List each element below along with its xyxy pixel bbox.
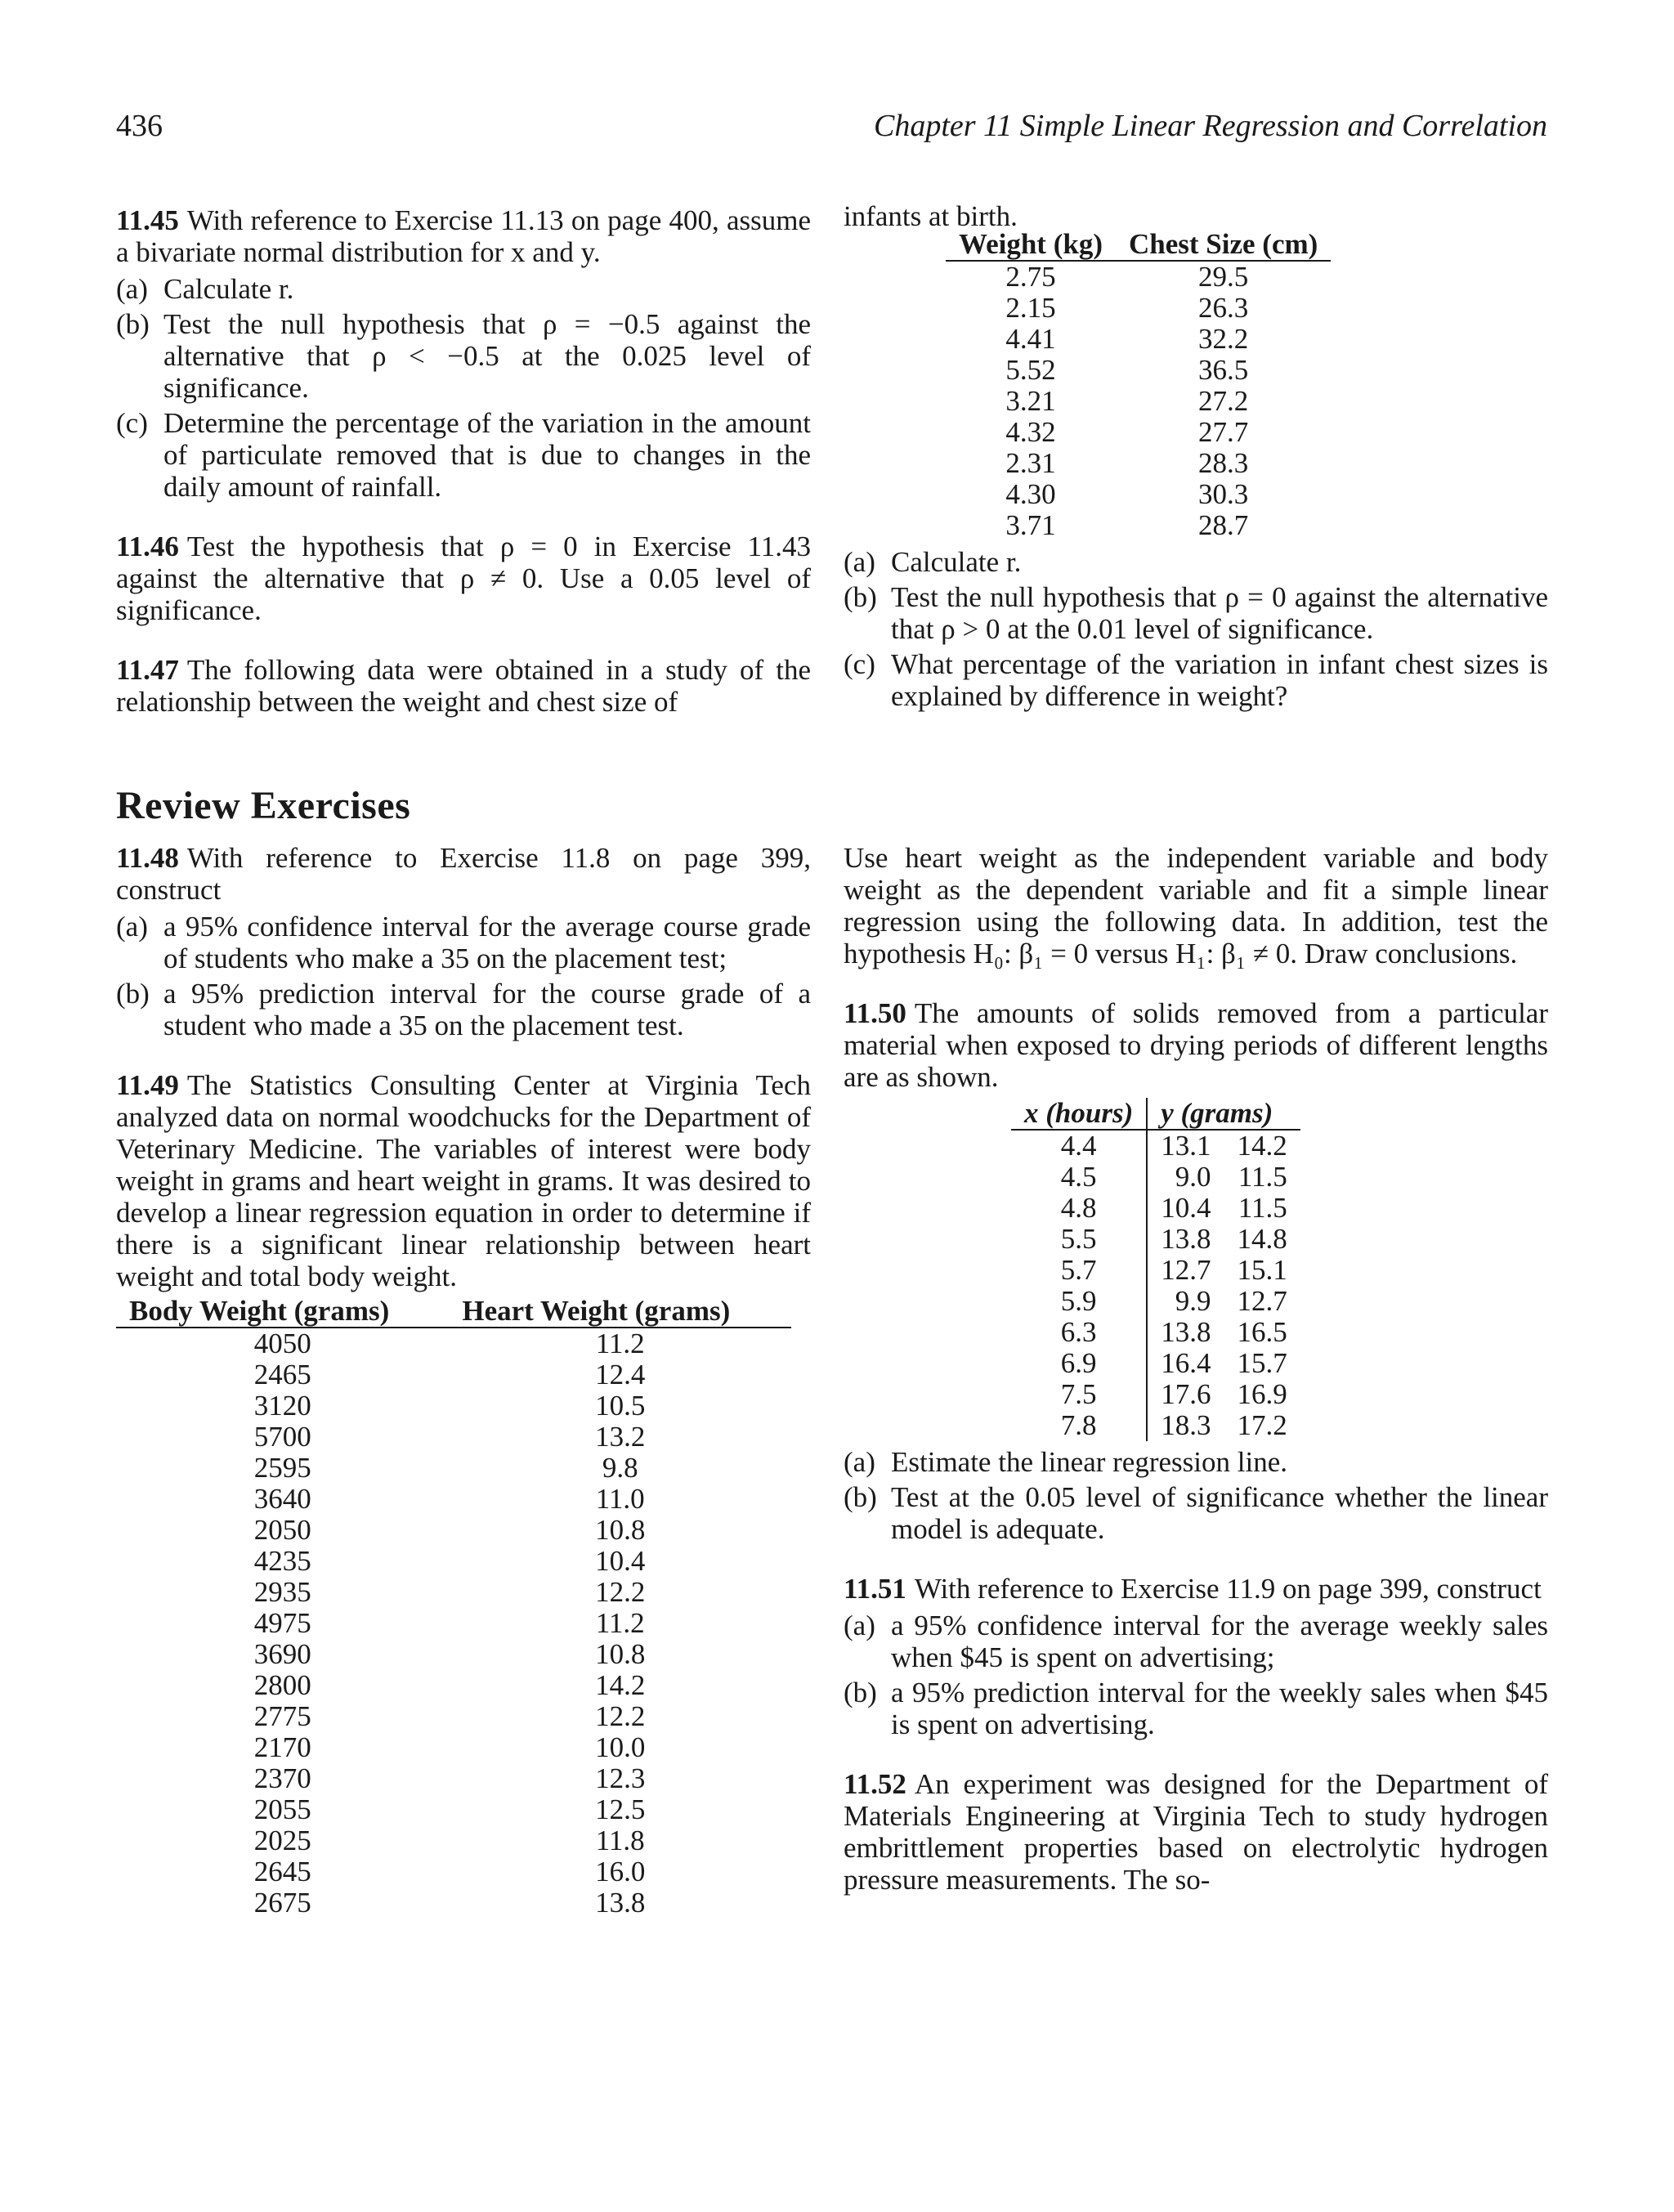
part-text: a 95% prediction interval for the weekly sales when $45 is spent on advertising. [891,1677,1548,1740]
page-number: 436 [116,109,163,143]
exercise-11-45 [116,204,811,503]
table-cell: 4.5 [1060,1161,1097,1193]
table-row [116,1887,791,1919]
part-text: a 95% confidence interval for the average course grade of students who make a 35 on the placement test; [163,911,811,974]
exercise-number: 11.48 [116,842,179,874]
exercise-11-46 [116,531,811,626]
table-row [116,1763,791,1794]
table-row [116,1546,791,1577]
table-row [1011,1317,1300,1348]
table-cell: 4975 [253,1607,311,1639]
table-cell: 13.2 [595,1421,646,1453]
table-cell: 11.2 [595,1328,645,1359]
table-header: Heart Weight (grams) [449,1296,791,1328]
table-cell: 10.8 [595,1638,646,1670]
table-row [946,417,1331,448]
table-cell: 2.31 [1005,447,1056,479]
table-row [1011,1410,1300,1441]
table-cell: 12.5 [595,1793,646,1825]
part-label: (a) [844,1446,875,1478]
exercise-text: The following data were obtained in a study of the relationship between the weight and chest size of [116,654,811,718]
part-text: Test the null hypothesis that ρ = 0 against the alternative that ρ > 0 at the 0.01 level of significance. [891,581,1548,645]
table-row [1011,1193,1300,1224]
exercise-text: The amounts of solids removed from a particular material when exposed to drying periods of different lengths are as shown. [844,997,1548,1093]
table-cell: 13.8 [1147,1317,1224,1348]
table-header: y (grams) [1147,1098,1300,1130]
table-cell: 9.9 [1147,1286,1224,1317]
table-cell: 16.9 [1237,1378,1287,1410]
table-cell: 10.4 [595,1545,646,1577]
table-cell: 4.8 [1060,1192,1097,1224]
table-cell: 2675 [253,1887,311,1919]
table-cell: 5.7 [1060,1254,1097,1286]
exercise-number: 11.50 [844,997,906,1029]
part-label: (a) [116,911,148,943]
exercise-11-47 [116,654,811,718]
table-cell: 2170 [253,1731,311,1763]
exercise-parts [844,546,1548,712]
exercise-part [844,1481,1548,1545]
table-cell: 4.4 [1060,1130,1097,1162]
table-cell: 13.8 [595,1887,646,1919]
part-text: Test the null hypothesis that ρ = −0.5 against the alternative that ρ < −0.5 at the 0.025 level of significance. [163,308,811,404]
part-text: a 95% confidence interval for the average weekly sales when $45 is spent on advertising; [891,1610,1548,1673]
table-cell: 4.30 [1005,478,1056,510]
table-cell: 12.3 [595,1762,646,1794]
exercise-part [844,581,1548,645]
part-label: (c) [116,407,148,439]
right-column-bottom [844,842,1548,1896]
table-row [946,448,1331,479]
part-text: Test at the 0.05 level of significance whether the linear model is adequate. [891,1481,1548,1545]
exercise-number: 11.47 [116,654,179,686]
table-row [1011,1348,1300,1379]
table-cell: 2.75 [1005,261,1056,293]
table-cell: 3.71 [1005,509,1056,541]
table-cell: 17.6 [1147,1379,1224,1410]
table-row [946,479,1331,510]
exercise-part [116,407,811,503]
table-cell: 2935 [253,1576,311,1608]
part-label: (b) [116,308,150,340]
table-cell: 3640 [253,1483,311,1515]
table-cell: 16.4 [1147,1348,1224,1379]
table-cell: 11.5 [1238,1161,1287,1193]
exercise-number: 11.49 [116,1069,179,1101]
table-cell: 12.2 [595,1576,646,1608]
table-cell: 29.5 [1198,261,1249,293]
table-cell: 12.4 [595,1359,646,1390]
table-row [1011,1286,1300,1317]
table-cell: 11.2 [595,1607,645,1639]
table-cell: 11.0 [595,1483,645,1515]
table-row [946,261,1331,293]
table-header: Weight (kg) [946,229,1116,261]
part-text: Estimate the linear regression line. [891,1446,1287,1478]
table-cell: 2775 [253,1700,311,1732]
table-cell: 6.9 [1060,1347,1097,1379]
table-cell: 4235 [253,1545,311,1577]
table-cell: 10.0 [595,1731,646,1763]
table-cell: 14.2 [595,1669,646,1701]
table-cell: 9.8 [602,1452,638,1484]
woodchuck-weight-table [116,1296,791,1919]
table-cell: 11.5 [1238,1192,1287,1224]
exercise-part [116,978,811,1041]
table-cell: 2645 [253,1856,311,1887]
continuation-text: infants at birth. [844,200,1018,232]
exercise-part [116,273,811,305]
table-row [1011,1255,1300,1286]
table-row [1011,1379,1300,1410]
part-label: (b) [844,581,877,613]
exercise-11-48 [116,842,811,1041]
exercise-part [844,648,1548,712]
table-cell: 2050 [253,1514,311,1546]
table-cell: 18.3 [1147,1410,1224,1441]
table-row [1011,1162,1300,1193]
table-row [116,1484,791,1515]
table-cell: 6.3 [1060,1316,1097,1348]
exercise-text: With reference to Exercise 11.9 on page 399, construct [914,1573,1542,1605]
table-cell: 4.32 [1005,416,1056,448]
exercise-text: With reference to Exercise 11.13 on page 400, assume a bivariate normal distribution for x and y. [116,204,811,268]
table-cell: 26.3 [1198,292,1249,324]
exercise-parts [844,1610,1548,1740]
table-row [116,1577,791,1608]
table-row [116,1670,791,1701]
table-cell: 12.2 [595,1700,646,1732]
table-cell: 36.5 [1198,354,1249,386]
part-text: Calculate r. [163,273,294,305]
table-row [946,355,1331,386]
table-cell: 14.8 [1237,1223,1287,1255]
table-row [946,324,1331,355]
table-cell: 16.5 [1237,1316,1287,1348]
table-row [1011,1130,1300,1162]
table-row [116,1515,791,1546]
table-row [116,1732,791,1763]
exercise-11-51 [844,1573,1548,1740]
part-label: (c) [844,648,875,680]
running-head: Chapter 11 Simple Linear Regression and Correlation [873,109,1547,143]
left-column-top [116,204,811,718]
table-cell: 7.8 [1060,1409,1097,1441]
table-row [116,1390,791,1422]
part-label: (a) [844,1610,875,1641]
exercise-parts [116,911,811,1041]
table-cell: 30.3 [1198,478,1249,510]
table-row [1011,1224,1300,1255]
table-cell: 2595 [253,1452,311,1484]
table-row [116,1359,791,1390]
table-cell: 28.3 [1198,447,1249,479]
exercise-part [116,911,811,974]
part-label: (a) [116,273,148,305]
table-row [116,1608,791,1639]
exercise-11-49 [116,1069,811,1919]
table-cell: 5.52 [1005,354,1056,386]
table-cell: 10.4 [1147,1193,1224,1224]
part-label: (b) [844,1677,877,1708]
table-cell: 27.7 [1198,416,1249,448]
page-header [116,108,1547,150]
table-cell: 10.8 [595,1514,646,1546]
table-cell: 3120 [253,1390,311,1422]
table-cell: 4.41 [1005,323,1056,355]
section-title: Review Exercises [116,784,411,827]
table-cell: 5700 [253,1421,311,1453]
table-cell: 12.7 [1147,1255,1224,1286]
table-row [116,1701,791,1732]
exercise-part [844,546,1548,578]
table-cell: 15.7 [1237,1347,1287,1379]
part-text: What percentage of the variation in infant chest sizes is explained by difference in weight? [891,648,1548,712]
table-row [116,1453,791,1484]
table-cell: 7.5 [1060,1378,1097,1410]
exercise-text: Test the hypothesis that ρ = 0 in Exercise 11.43 against the alternative that ρ ≠ 0. Use a 0.05 level of significance. [116,531,811,626]
table-cell: 13.8 [1147,1224,1224,1255]
table-cell: 2025 [253,1825,311,1856]
table-cell: 2800 [253,1669,311,1701]
exercise-parts [844,1446,1548,1545]
table-cell: 4050 [253,1328,311,1359]
part-text: a 95% prediction interval for the course grade of a student who made a 35 on the placement test. [163,978,811,1041]
table-row [116,1825,791,1856]
table-cell: 2055 [253,1793,311,1825]
table-row [116,1856,791,1887]
exercise-number: 11.46 [116,531,179,562]
table-row [116,1422,791,1453]
table-cell: 9.0 [1147,1162,1224,1193]
table-cell: 14.2 [1237,1130,1287,1162]
table-cell: 5.5 [1060,1223,1097,1255]
exercise-part [844,1446,1548,1478]
table-cell: 32.2 [1198,323,1249,355]
part-label: (b) [116,978,150,1010]
exercise-text: The Statistics Consulting Center at Virginia Tech analyzed data on normal woodchucks for the Department of Veterinary Medicine. The variables of interest were body weight in grams and heart weight in grams. It was desired to develop a linear regression equation in order to determine if there is a significant linear relationship between heart weight and total body weight. [116,1069,811,1292]
exercise-11-50 [844,997,1548,1545]
continuation-text: Use heart weight as the independent variable and body weight as the dependent variable and fit a simple linear regression using the following data. In addition, test the hypothesis H₀: β₁ = 0 versus H₁: β₁ ≠ 0. Draw conclusions. [844,842,1548,969]
left-column-bottom [116,842,811,1919]
exercise-part [844,1610,1548,1673]
exercise-parts [116,273,811,503]
part-text: Calculate r. [891,546,1022,578]
exercise-part [844,1677,1548,1740]
exercise-part [116,308,811,404]
exercise-11-52 [844,1768,1548,1896]
table-row [116,1328,791,1359]
table-row [116,1794,791,1825]
exercise-text: An experiment was designed for the Department of Materials Engineering at Virginia Tech to study hydrogen embrittlement properties based on electrolytic hydrogen pressure measurements. The so- [844,1768,1548,1896]
table-row [946,510,1331,541]
table-cell: 10.5 [595,1390,646,1422]
table-cell: 2465 [253,1359,311,1390]
table-cell: 17.2 [1237,1409,1287,1441]
table-cell: 3.21 [1005,385,1056,417]
table-cell: 13.1 [1147,1130,1224,1162]
part-label: (a) [844,546,875,578]
table-cell: 5.9 [1060,1285,1097,1317]
table-cell: 27.2 [1198,385,1249,417]
exercise-number: 11.51 [844,1573,906,1605]
table-cell: 2370 [253,1762,311,1794]
table-cell: 16.0 [595,1856,646,1887]
drying-solids-table [1011,1098,1300,1441]
right-column-top [844,200,1548,712]
weight-chest-table [946,229,1331,541]
exercise-text: With reference to Exercise 11.8 on page 399, construct [116,842,811,906]
table-cell: 28.7 [1198,509,1249,541]
table-row [946,293,1331,324]
table-row [116,1639,791,1670]
table-header: Body Weight (grams) [116,1296,449,1328]
table-cell: 15.1 [1237,1254,1287,1286]
exercise-number: 11.45 [116,204,179,236]
part-text: Determine the percentage of the variation in the amount of particulate removed that is due to changes in the daily amount of rainfall. [163,407,811,503]
table-header: Chest Size (cm) [1116,229,1331,261]
exercise-number: 11.52 [844,1768,906,1800]
table-cell: 3690 [253,1638,311,1670]
table-cell: 11.8 [595,1825,645,1856]
table-cell: 12.7 [1237,1285,1287,1317]
table-row [946,386,1331,417]
table-header: x (hours) [1011,1098,1147,1130]
part-label: (b) [844,1481,877,1513]
table-cell: 2.15 [1005,292,1056,324]
